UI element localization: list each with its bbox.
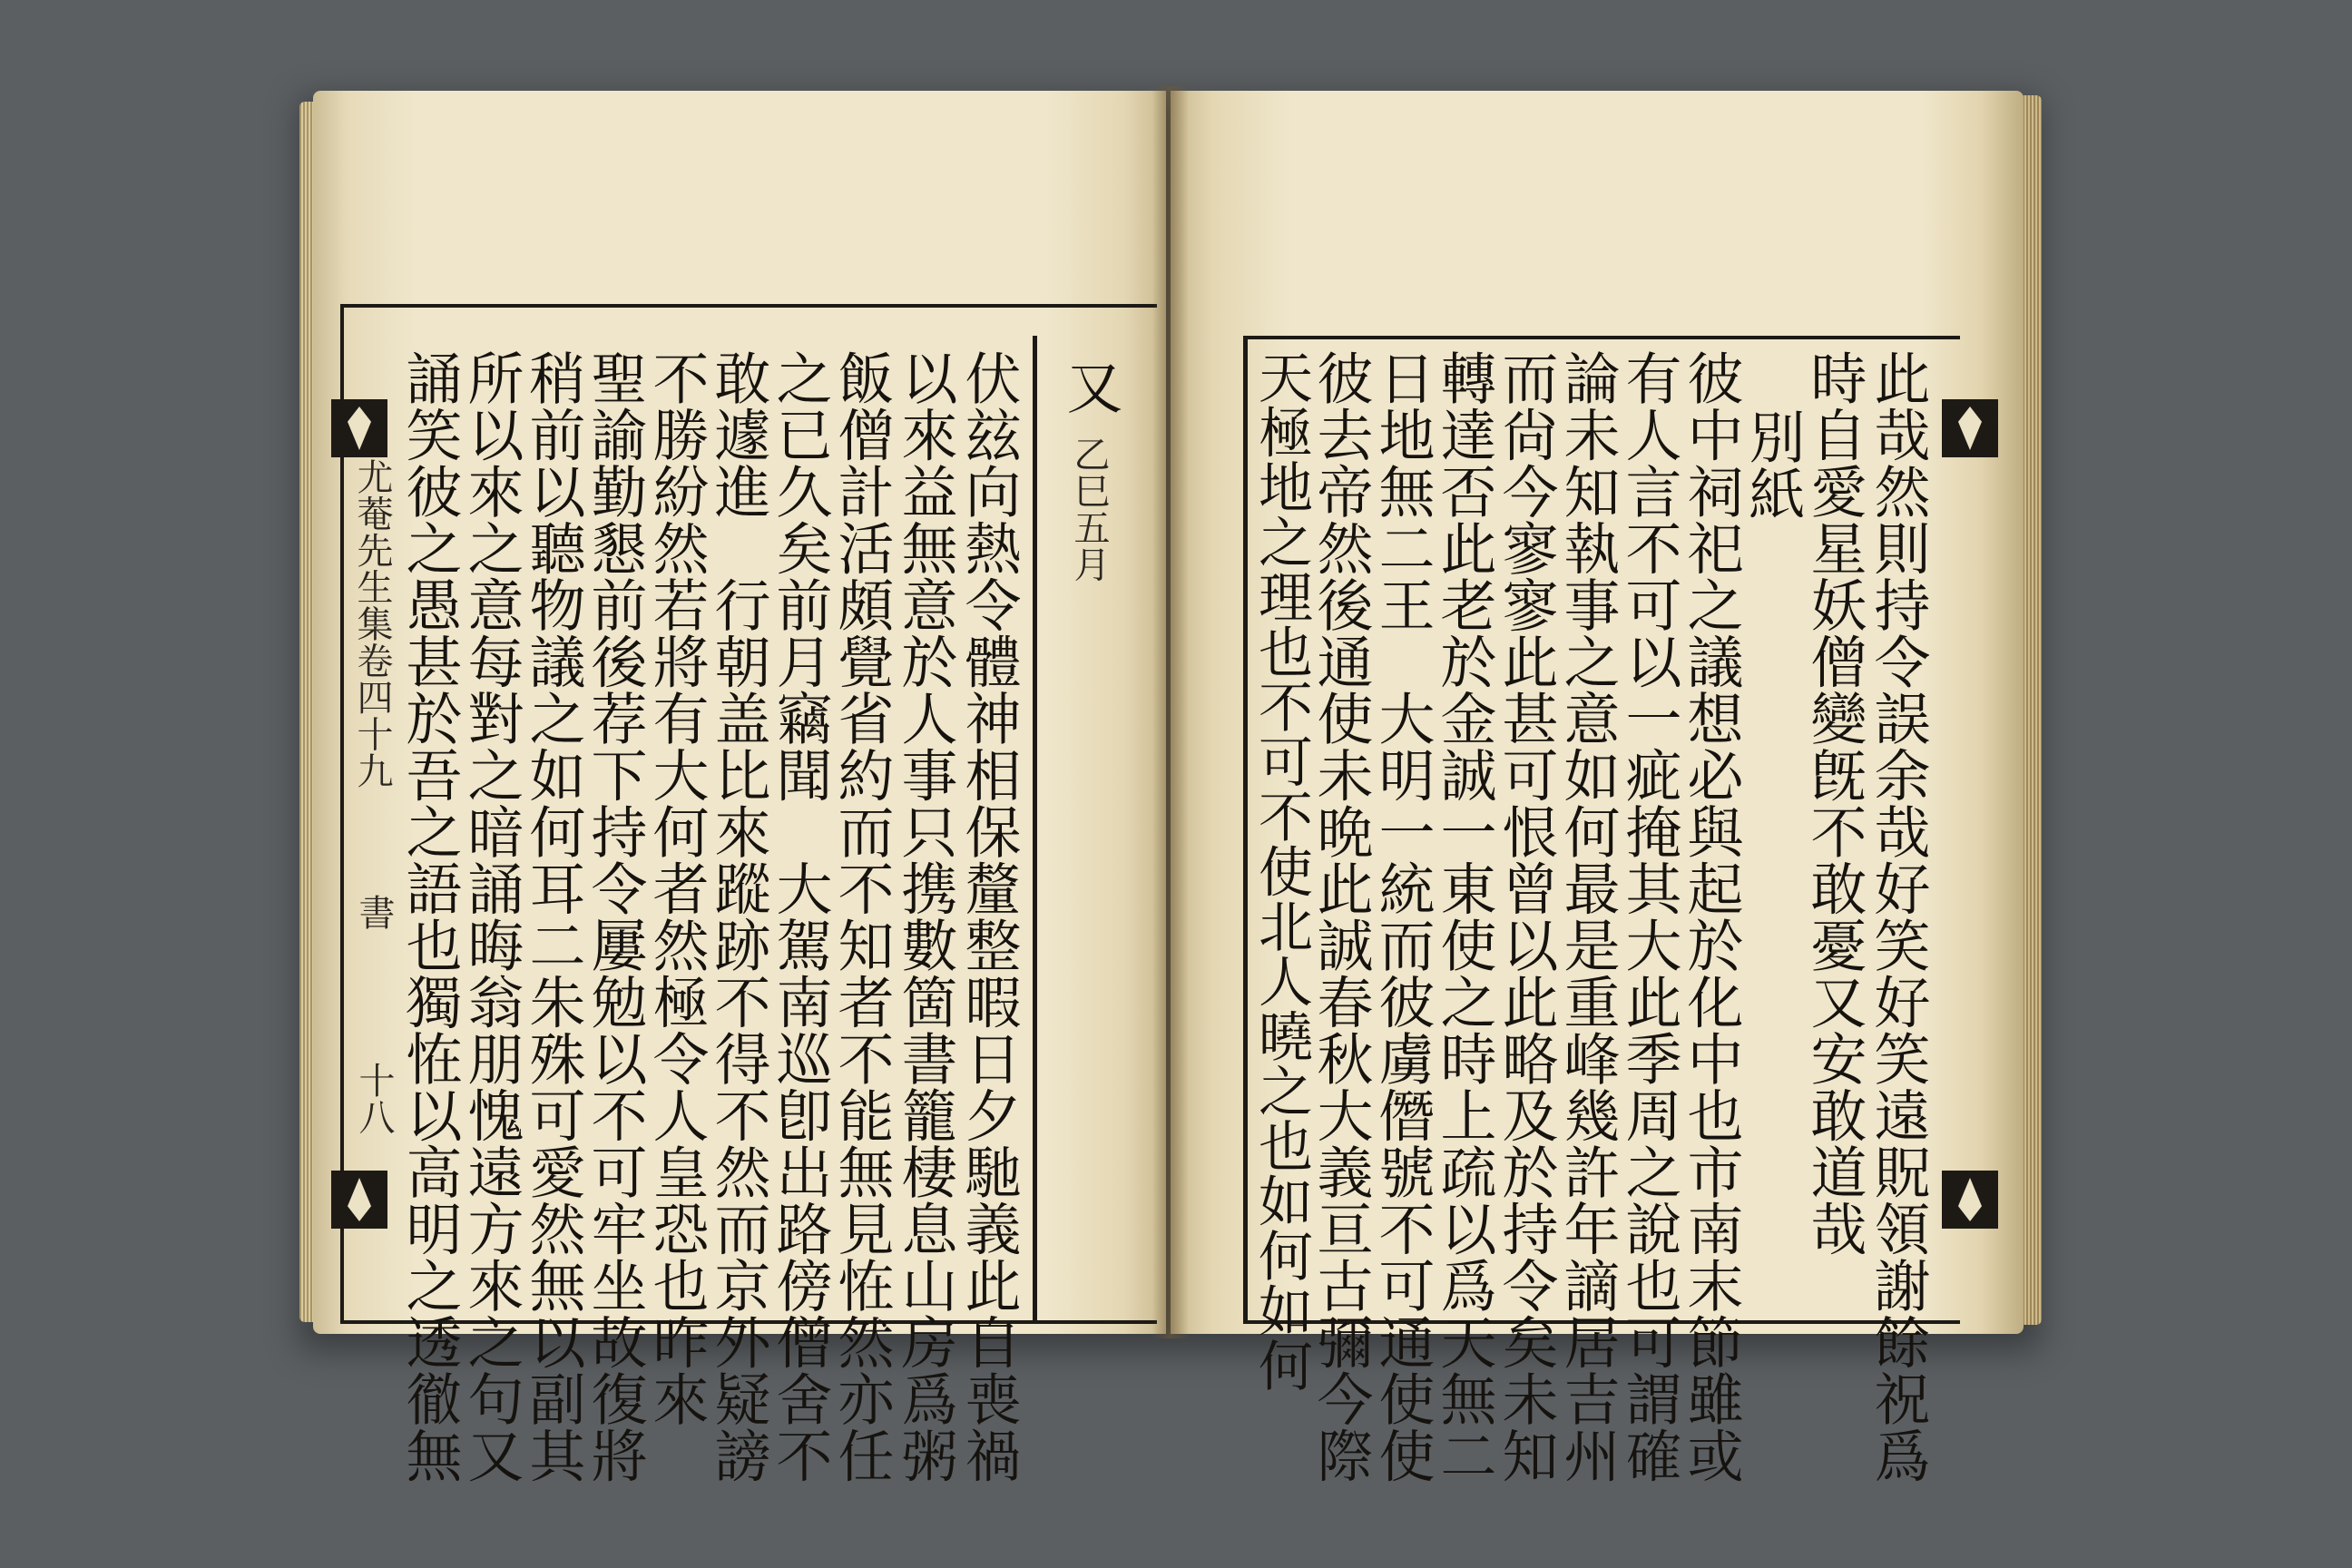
book-gutter	[1152, 86, 1189, 1338]
right-top-rule	[1243, 336, 1960, 339]
left-column-7: 聖諭勤懇前後荐下持令屢勉以不可牢坐故復將	[582, 349, 648, 1484]
right-upper-fishtail-icon	[1942, 399, 1998, 457]
letter-heading: 又	[1057, 358, 1123, 416]
right-column-6: 論未知執事之意如何最是重峰幾許年謫居吉州	[1554, 349, 1621, 1484]
date-note: 乙巳五月	[1068, 436, 1110, 583]
left-column-9: 所以來之意每對之暗誦晦翁朋愧遠方來之句又	[458, 349, 524, 1484]
right-column-7: 而尙今寥寥此甚可恨曾以此略及於持令矣未知	[1493, 349, 1559, 1484]
right-column-1: 此哉然則持令誤余哉好笑好笑遠貺領謝餘祝爲	[1865, 349, 1931, 1484]
right-column-9: 日地無二王 大明一統而彼虜僭號不可通使使	[1369, 349, 1436, 1484]
margin-section-label: 書	[353, 894, 395, 931]
left-column-10: 誦笑彼之愚甚於吾之語也獨恠以高明之透徹無	[397, 349, 463, 1484]
right-inner-border	[1243, 336, 1248, 1324]
left-lower-fishtail-icon	[331, 1171, 387, 1229]
margin-collection-title: 尤菴先生集卷四十九	[351, 458, 393, 789]
right-column-4: 彼中祠祀之議想必與起於化中也市南末節雖或	[1678, 349, 1744, 1484]
right-column-10: 彼去帝然後通使未晩此誠春秋大義亘古彌今際	[1308, 349, 1374, 1484]
right-lower-fishtail-icon	[1942, 1171, 1998, 1229]
left-upper-fishtail-icon	[331, 399, 387, 457]
folio-number: 十八	[353, 1062, 395, 1135]
right-column-2: 時自愛星妖僧變旣不敢憂又安敢道哉	[1801, 349, 1867, 1257]
right-column-3: 別紙	[1740, 408, 1806, 522]
left-column-6: 不勝紛然若將有大何者然極令人皇恐也昨來	[643, 349, 710, 1427]
left-column-4: 之已久矣前月竊聞 大駕南巡卽出路傍僧舍不	[767, 349, 833, 1484]
left-column-5: 敢遽進 行朝盖比來蹤跡不得不然而京外疑謗	[705, 349, 771, 1484]
right-column-5: 有人言不可以一疵掩其大此季周之說也可謂確	[1616, 349, 1682, 1484]
right-column-8: 轉達否此老於金誠一東使之時上疏以爲天無二	[1431, 349, 1497, 1484]
left-column-8: 稍前以聽物議之如何耳二朱殊可愛然無以副其	[520, 349, 586, 1484]
left-top-rule	[340, 304, 1157, 308]
left-column-3: 飯僧計活頗覺省約而不知者不能無見恠然亦任	[828, 349, 895, 1484]
left-column-2: 以來益無意於人事只携數箇書籠棲息山房爲粥	[892, 349, 958, 1484]
left-inner-border	[1033, 336, 1037, 1320]
left-column-1: 伏玆向熱令體神相保釐整暇日夕馳義此自喪禍	[956, 349, 1022, 1484]
right-column-11: 天極地之理也不可不使北人曉之也如何如何	[1250, 349, 1313, 1393]
